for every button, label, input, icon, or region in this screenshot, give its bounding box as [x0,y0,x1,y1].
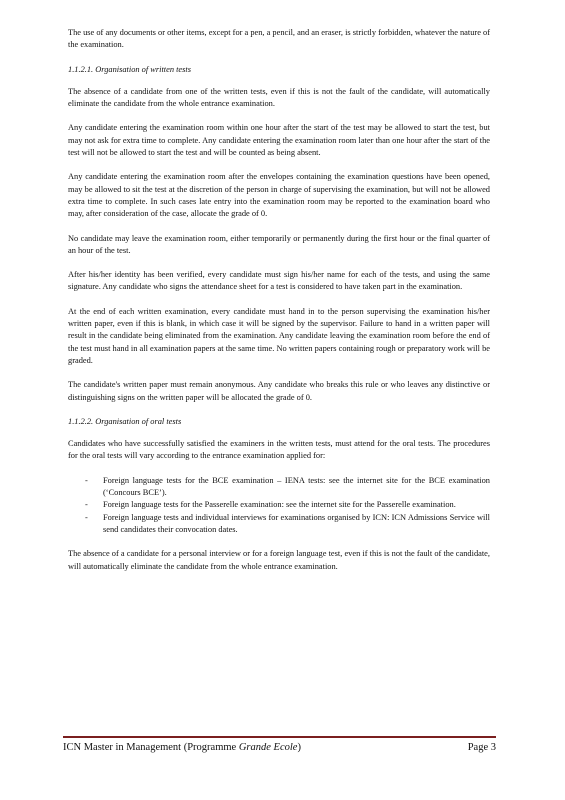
list-item: - Foreign language tests for the BCE examination – IENA tests: see the internet site for the BCE examination (‘Concours BCE’). [103,475,490,500]
written-paragraph: After his/her identity has been verified, every candidate must sign his/her name for each of the tests, and using the same signature. Any candidate who signs the attendance sheet for a test is considered to have taken part in the examination. [68,270,490,292]
list-item: - Foreign language tests for the Passerelle examination: see the internet site for the Passerelle examination. [103,499,490,511]
list-item: - Foreign language tests and individual interviews for examinations organised by ICN: ICN Admissions Service will send candidates their convocation dates. [103,512,490,537]
page-body [68,27,490,585]
page-footer [63,742,496,753]
page-number: Page 3 [467,742,496,753]
written-paragraph: No candidate may leave the examination room, either temporarily or permanently during the first hour or the final quarter of an hour of the test. [68,233,490,255]
written-tests-heading: 1.1.2.1. Organisation of written tests [68,64,191,74]
oral-tests-heading: 1.1.2.2. Organisation of oral tests [68,416,182,426]
intro-paragraph: The use of any documents or other items, except for a pen, a pencil, and an eraser, is strictly forbidden, whatever the nature of the examination. [68,28,490,50]
footer-title-italic: Grande Ecole [238,742,298,753]
oral-intro-paragraph: Candidates who have successfully satisfied the examiners in the written tests, must attend for the oral tests. The procedures for the oral tests will vary according to the entrance examination applied for: [68,439,490,461]
footer-title-start: ICN Master in Management (Programme [63,742,239,753]
written-paragraph: The absence of a candidate from one of the written tests, even if this is not the fault of the candidate, will automatically eliminate the candidate from the whole entrance examination. [68,86,490,109]
footer-title [63,742,301,753]
footer-rule [63,736,496,738]
oral-tests-list [68,475,490,536]
written-paragraph: Any candidate entering the examination room after the envelopes containing the examination questions have been opened, may be allowed to sit the test at the discretion of the person in charge of supervising the examination, but will not be allowed extra time to complete. In such cases late entry into the examination room may be reported to the examination board who may, after consideration of the case, allocate the grade of 0. [68,172,490,219]
written-paragraph: Any candidate entering the examination room within one hour after the start of the test may be allowed to start the test, but may not ask for extra time to complete. Any candidate entering the examination room later than one hour after the start of the test will not be allowed to start the test and will be counted as being absent. [68,123,490,158]
written-paragraph: The candidate's written paper must remain anonymous. Any candidate who breaks this rule or who leaves any distinctive or distinguishing signs on the written paper will be allocated the grade of 0. [68,380,490,402]
footer-title-end: ) [297,742,301,753]
oral-closing-paragraph: The absence of a candidate for a personal interview or for a foreign language test, even if this is not the fault of the candidate, will automatically eliminate the candidate from the whole entrance examination. [68,549,490,571]
written-paragraph: At the end of each written examination, every candidate must hand in to the person supervising the examination his/her written paper, even if this is blank, in which case it will be signed by the supervisor. Failure to hand in a written paper will result in the candidate being eliminated from the examination. Any candidate leaving the examination room before the end of the test must hand in all examination papers at the same time. No written papers containing rough or preparatory work will be graded. [68,306,490,365]
